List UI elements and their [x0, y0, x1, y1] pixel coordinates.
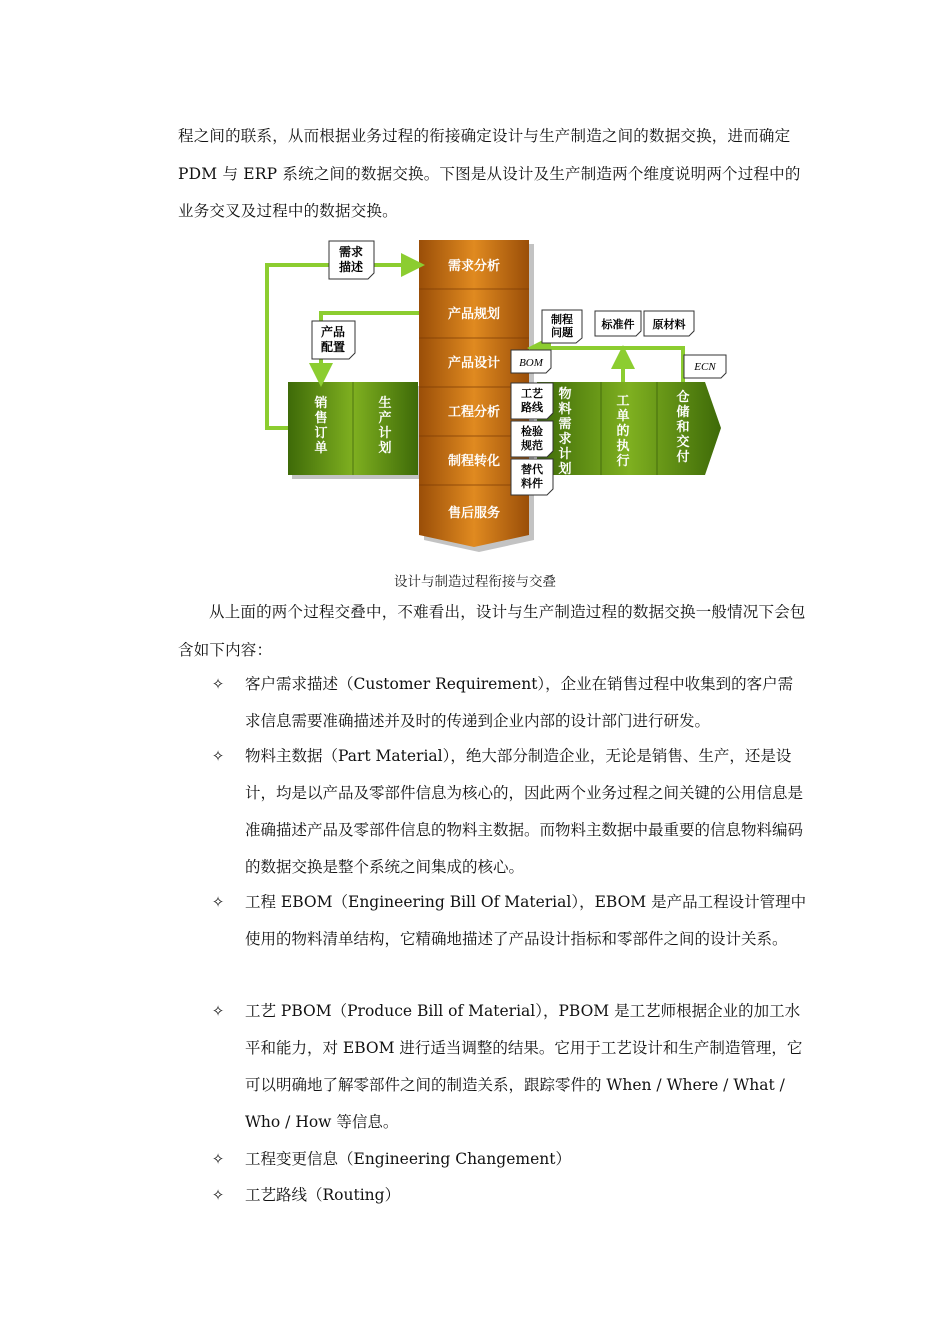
bullet-item: ✧ 工艺 PBOM（Produce Bill of Material），PBOM 是工艺师根据企业的加工水平和能力，对 EBOM 进行适当调整的结果。它用于工艺设计和生产制造管理，它可以明确地了解零部件之间的制造关系，跟踪零件的 When / Where / What / Who / How 等信息。 [208, 993, 808, 1141]
design-step-1: 需求分析 [447, 259, 501, 274]
design-step-3: 产品设计 [447, 356, 501, 371]
note-process-issue [542, 310, 582, 343]
bullet-item: ✧ 客户需求描述（Customer Requirement），企业在销售过程中收集到的客户需求信息需要准确描述并及时的传递到企业内部的设计部门进行研发。 [208, 666, 808, 740]
diamond-bullet-icon: ✧ [211, 1186, 225, 1204]
manufacturing-feedback-arrow [539, 348, 683, 382]
svg-text:路线: 路线 [521, 401, 543, 414]
svg-text:原材料: 原材料 [652, 318, 686, 331]
bullet-item: ✧ 工程变更信息（Engineering Changement） [208, 1141, 808, 1178]
svg-text:配置: 配置 [320, 340, 346, 354]
note-config [312, 321, 355, 359]
note-standard-part [595, 311, 641, 336]
note-ecn [684, 355, 726, 378]
note-inspect [511, 421, 553, 457]
summary-paragraph: 从上面的两个过程交叠中，不难看出，设计与生产制造过程的数据交换一般情况下会包含如下内容： [178, 603, 806, 659]
note-bom [511, 350, 551, 373]
design-step-4: 工程分析 [447, 405, 501, 420]
figure-caption: 设计与制造过程衔接与交叠 [394, 574, 556, 590]
intro-paragraph: 程之间的联系，从而根据业务过程的衔接确定设计与生产制造之间的数据交换，进而确定 PDM 与 ERP 系统之间的数据交换。下图是从设计及生产制造两个维度说明两个过程中的业务交叉及过程中的数据交换。 [178, 127, 801, 220]
svg-text:料件: 料件 [521, 477, 543, 490]
design-step-2: 产品规划 [447, 307, 501, 322]
bullet-item: ✧ 物料主数据（Part Material），绝大部分制造企业，无论是销售、生产，还是设计，均是以产品及零部件信息为核心的，因此两个业务过程之间关键的公用信息是准确描述产品及零部件信息的物料主数据。而物料主数据中最重要的信息物料编码的数据交换是整个系统之间集成的核心。 [208, 738, 808, 886]
note-process-route [511, 383, 553, 419]
svg-text:制程: 制程 [551, 313, 573, 326]
diamond-bullet-icon: ✧ [211, 1002, 225, 1020]
design-step-6: 售后服务 [447, 506, 501, 521]
svg-text:产品: 产品 [320, 325, 346, 339]
svg-text:替代: 替代 [521, 463, 543, 476]
svg-text:描述: 描述 [338, 260, 364, 274]
diamond-bullet-icon: ✧ [211, 747, 225, 765]
svg-text:BOM: BOM [519, 357, 543, 369]
note-raw-material [644, 311, 694, 336]
warehouse-label: 仓储和交付 [676, 390, 690, 465]
diamond-bullet-icon: ✧ [211, 675, 225, 693]
diamond-bullet-icon: ✧ [211, 893, 225, 911]
note-substitute [511, 459, 553, 495]
svg-text:标准件: 标准件 [601, 318, 635, 331]
svg-text:问题: 问题 [551, 326, 573, 339]
sales-order-label: 销售订单 [314, 396, 328, 456]
svg-text:ECN: ECN [694, 361, 716, 373]
note-demand [329, 241, 374, 279]
bullet-item: ✧ 工艺路线（Routing） [208, 1177, 808, 1214]
svg-text:检验: 检验 [521, 425, 543, 438]
process-overlap-diagram [255, 235, 735, 555]
svg-text:规范: 规范 [521, 439, 543, 452]
diamond-bullet-icon: ✧ [211, 1150, 225, 1168]
mrp-label: 物料需求计划 [558, 387, 572, 477]
design-step-5: 制程转化 [447, 454, 501, 469]
svg-text:需求: 需求 [338, 245, 364, 259]
svg-text:工艺: 工艺 [521, 387, 543, 400]
production-plan-label: 生产计划 [378, 396, 392, 456]
bullet-item: ✧ 工程 EBOM（Engineering Bill Of Material），EBOM 是产品工程设计管理中使用的物料清单结构，它精确地描述了产品设计指标和零部件之间的设计关系。 [208, 884, 808, 958]
work-order-label: 工单的执行 [616, 394, 630, 469]
